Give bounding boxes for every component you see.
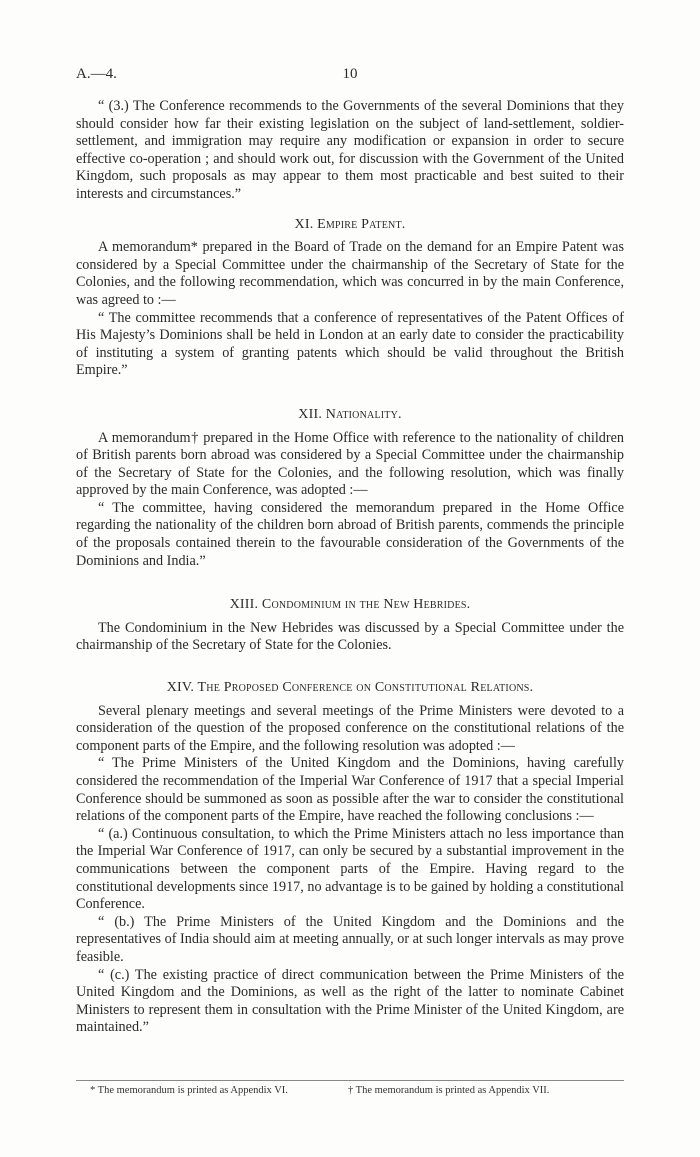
empire-patent-paragraph-2: “ The committee recommends that a conference of representatives of the Patent Offices of His Majesty’s Dominions shall be held in London at an early date to consider the practicability of instituting a system of granting patents which should be valid throughout the British Empire.”: [76, 309, 624, 379]
intro-paragraph: “ (3.) The Conference recommends to the Governments of the several Dominions that they should consider how far their existing legislation on the subject of land-settlement, soldier-settlement, and immigration may require any modification or expansion in order to secure effective co-operation ; and should work out, for discussion with the Government of the United Kingdom, such proposals as may appear to them most practicable and best suited to their interests and circumstances.”: [76, 98, 624, 202]
nationality-paragraph-2: “ The committee, having considered the memorandum prepared in the Home Office regarding the nationality of the children born abroad of British parents, commends the principle of the proposals contained therein to the favourable consideration of the Governments of the Dominions and India.”: [76, 499, 624, 569]
constitutional-paragraph-1: Several plenary meetings and several meetings of the Prime Ministers were devoted to a consideration of the question of the proposed conference on the constitutional relations of the component parts of the Empire, and the following resolution was adopted :—: [76, 702, 624, 754]
constitutional-paragraph-4: “ (b.) The Prime Ministers of the United Kingdom and the Dominions and the representatives of India should aim at meeting annually, or at such longer intervals as may prove feasible.: [76, 913, 624, 965]
constitutional-paragraph-3: “ (a.) Continuous consultation, to which the Prime Ministers attach no less importance than the Imperial War Conference of 1917, can only be secured by a substantial improvement in the communications between the component parts of the Empire. Having regard to the constitutional developments since 1917, no advantage is to be gained by holding a constitutional Conference.: [76, 825, 624, 913]
section-heading-new-hebrides: XIII. Condominium in the New Hebrides.: [229, 597, 471, 613]
new-hebrides-paragraph-1: The Condominium in the New Hebrides was discussed by a Special Committee under the chairmanship of the Secretary of State for the Colonies.: [76, 619, 624, 654]
empire-patent-paragraph-1: A memorandum* prepared in the Board of Trade on the demand for an Empire Patent was considered by a Special Committee under the chairmanship of the Secretary of State for the Colonies, and the following recommendation, which was concurred in by the main Conference, was agreed to :—: [76, 239, 624, 308]
footnote-divider: [76, 1080, 624, 1081]
footnote-1: * The memorandum is printed as Appendix VI.: [90, 1085, 288, 1096]
page-number: 10: [342, 66, 358, 82]
nationality-paragraph-1: A memorandum† prepared in the Home Office with reference to the nationality of children of British parents born abroad was considered by a Special Committee under the chairmanship of the Secretary of State for the Colonies, and the following resolution, which was finally approved by the main Conference, was adopted :—: [76, 429, 624, 499]
section-heading-constitutional-relations: XIV. The Proposed Conference on Constitutional Relations.: [166, 680, 534, 696]
constitutional-paragraph-5: “ (c.) The existing practice of direct communication between the Prime Ministers of the United Kingdom and the Dominions, as well as the right of the latter to nominate Cabinet Ministers to represent them in consultation with the Prime Minister of the United Kingdom, are maintained.”: [76, 966, 624, 1036]
page-header: [76, 66, 624, 86]
document-reference: A.—4.: [76, 66, 117, 82]
constitutional-paragraph-2: “ The Prime Ministers of the United Kingdom and the Dominions, having carefully considered the recommendation of the Imperial War Conference of 1917 that a special Imperial Conference should be summoned as soon as possible after the war to consider the constitutional relations of the component parts of the Empire, have reached the following conclusions :—: [76, 755, 624, 825]
footnote-2: † The memorandum is printed as Appendix VII.: [348, 1085, 550, 1096]
section-heading-nationality: XII. Nationality.: [298, 406, 402, 422]
document-body: [76, 98, 624, 1037]
section-heading-empire-patent: XI. Empire Patent.: [294, 216, 406, 232]
